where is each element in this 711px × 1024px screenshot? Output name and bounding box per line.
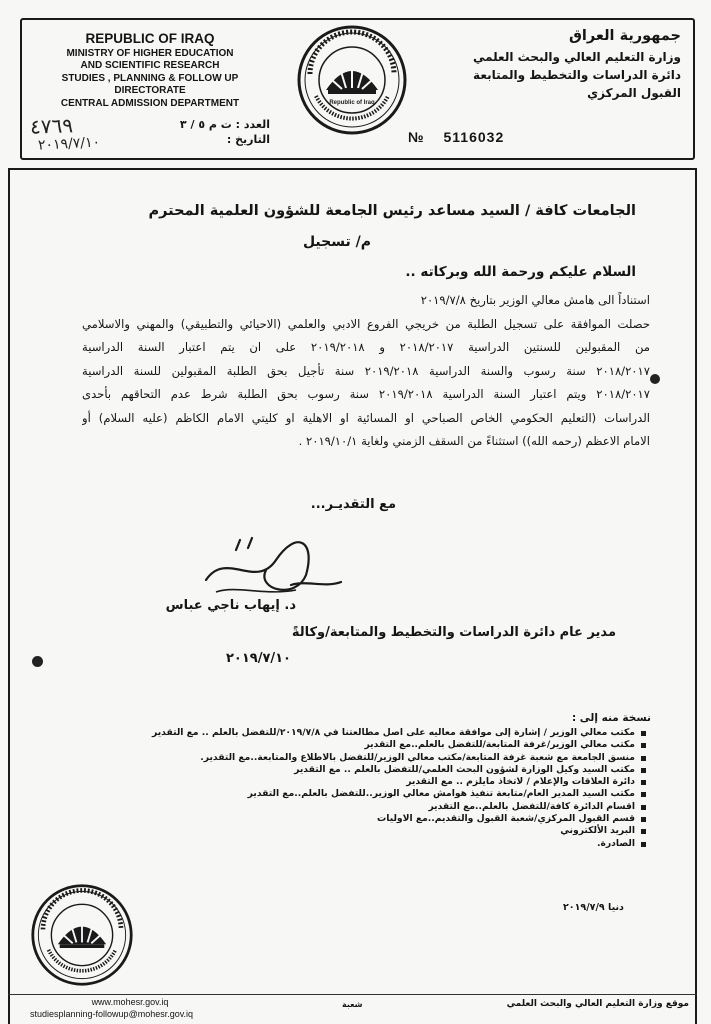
list-item: البريد الألكتروني [86, 825, 646, 837]
body-line: من المقبولين للسنتين الدراسية ٢٠١٨/٢٠١٧ و ٢٠١٩/٢٠١٨ على ان يتم اعتبار السنة الدراسية [82, 340, 650, 354]
handwritten-date: ٢٠١٩/٧/١٠ [37, 134, 101, 154]
signature-date: ٢٠١٩/٧/١٠ [225, 651, 291, 666]
signer-name: د. إيهاب ناجي عباس [165, 598, 296, 613]
ministry-line2-en: AND SCIENTIFIC RESEARCH [80, 60, 220, 72]
department-en: CENTRAL ADMISSION DEPARTMENT [60, 97, 240, 109]
copies-title: نسخة منه إلى : [571, 712, 651, 724]
reference-label: العدد : ت م ٥ / ٣ [179, 118, 270, 131]
reference-block [130, 118, 270, 148]
body-line: ٢٠١٨/٢٠١٧ سنة رسوب والسنة الدراسية ٢٠١٩/٢٠١٨ سنة تأجيل بحق الطلبة المقبولين للسنة الدراسية [82, 363, 650, 378]
serial-number [408, 129, 504, 145]
country-name-en: REPUBLIC OF IRAQ [85, 31, 215, 46]
handwritten-signature [196, 530, 346, 602]
ministry-seal-bottom [30, 883, 134, 987]
body-line: حصلت الموافقة على تسجيل الطلبة من خريجي الفروع الادبي والعلمي (الاحيائي والتطبيقي) والمهني والاسلامي [82, 316, 650, 331]
subject: م/ تسجيل [302, 234, 371, 250]
signer-title: مدير عام دائرة الدراسات والتخطيط والمتابعة/وكالةً [291, 625, 616, 640]
greeting: السلام عليكم ورحمة الله وبركاته .. [405, 264, 636, 280]
ministry-ar: وزارة التعليم العالي والبحث العلمي [472, 49, 681, 64]
department-ar: القبول المركزي [587, 85, 681, 100]
body-line: الامام الاعظم (رحمه الله)) استثناءً من السقف الزمني ولغاية ٢٠١٩/١٠/١ . [298, 434, 650, 448]
body-line: الدراسات (التعليم الحكومي الخاص الصباحي او المسائية او الاهلية او كليتي الامام الكاظم (عليه السلام) أو [82, 410, 650, 425]
footer-divider [8, 994, 697, 995]
directorate-en: STUDIES , PLANNING & FOLLOW UP DIRECTORATE [61, 72, 239, 97]
list-item: مكتب معالي الوزير / إشارة إلى موافقة معاليه على اصل مطالعتنا في ٢٠١٩/٧/٨/للتفضل بالعلم .. مع التقدير [86, 727, 646, 739]
letter-body [82, 289, 650, 454]
issued-date: دنيا ٢٠١٩/٧/٩ [563, 902, 624, 913]
ministry-seal-top [296, 24, 408, 136]
footer-contact [30, 996, 230, 1020]
footer-middle: شعبة [342, 1000, 363, 1009]
list-item: مكتب السيد وكيل الوزارة لشؤون البحث العلمي/للتفضل بالعلم .. مع التقدير [86, 764, 646, 776]
footer-website: www.mohesr.gov.iq [91, 997, 169, 1007]
body-line: استناداً الى هامش معالي الوزير بتاريخ ٢٠١٩/٧/٨ [420, 293, 650, 307]
numero-sign: № [408, 129, 425, 145]
seal-caption: Republic of Iraq [329, 100, 375, 106]
date-label: التاريخ : [226, 132, 270, 146]
letterhead-english [30, 31, 270, 110]
copies-list [86, 727, 646, 850]
seal-emblem-icon [30, 883, 134, 987]
list-item: منسق الجامعة مع شعبة غرفة المتابعة/مكتب معالي الوزير/للتفضل بالاطلاع والمتابعة..مع التقدير. [86, 752, 646, 764]
seal-emblem-icon [296, 24, 408, 136]
list-item: مكتب معالي الوزير/غرفة المتابعة/للتفضل بالعلم..مع التقدير [86, 739, 646, 751]
list-item: الصادرة. [86, 838, 646, 850]
addressee: الجامعات كافة / السيد مساعد رئيس الجامعة للشؤون العلمية المحترم [148, 203, 636, 219]
footer-email: studiesplanning-followup@mohesr.gov.iq [30, 1009, 194, 1019]
list-item: دائرة العلاقات والإعلام / لاتخاذ مايلزم .. مع التقدير [86, 776, 646, 788]
country-name-ar: جمهورية العراق [568, 28, 681, 44]
punch-hole [650, 374, 660, 384]
punch-hole [32, 656, 43, 667]
list-item: مكتب السيد المدير العام/متابعة تنفيذ هوامش معالي الوزير..للتفضل بالعلم..مع التقدير [86, 788, 646, 800]
handwritten-reference-number: ٤٧٦٩ [29, 113, 74, 139]
ministry-line1-en: MINISTRY OF HIGHER EDUCATION [66, 47, 234, 59]
closing-regards: مع التقديـر... [310, 497, 396, 512]
directorate-ar: دائرة الدراسات والتخطيط والمتابعة [473, 67, 681, 82]
body-line: ٢٠١٨/٢٠١٧ ويتم اعتبار السنة الدراسية ٢٠١٩/٢٠١٨ سنة رسوب بحق الطلبة شرط عدم التحاقهم بأحدى [82, 387, 650, 401]
list-item: قسم القبول المركزي/شعبة القبول والتقديم..مع الاوليات [86, 813, 646, 825]
serial-value: 5116032 [443, 129, 505, 145]
letterhead-arabic [466, 26, 681, 102]
footer-arabic: موقع وزارة التعليم العالي والبحث العلمي [506, 999, 689, 1009]
list-item: اقسام الدائرة كافة/للتفضل بالعلم..مع التقدير [86, 801, 646, 813]
